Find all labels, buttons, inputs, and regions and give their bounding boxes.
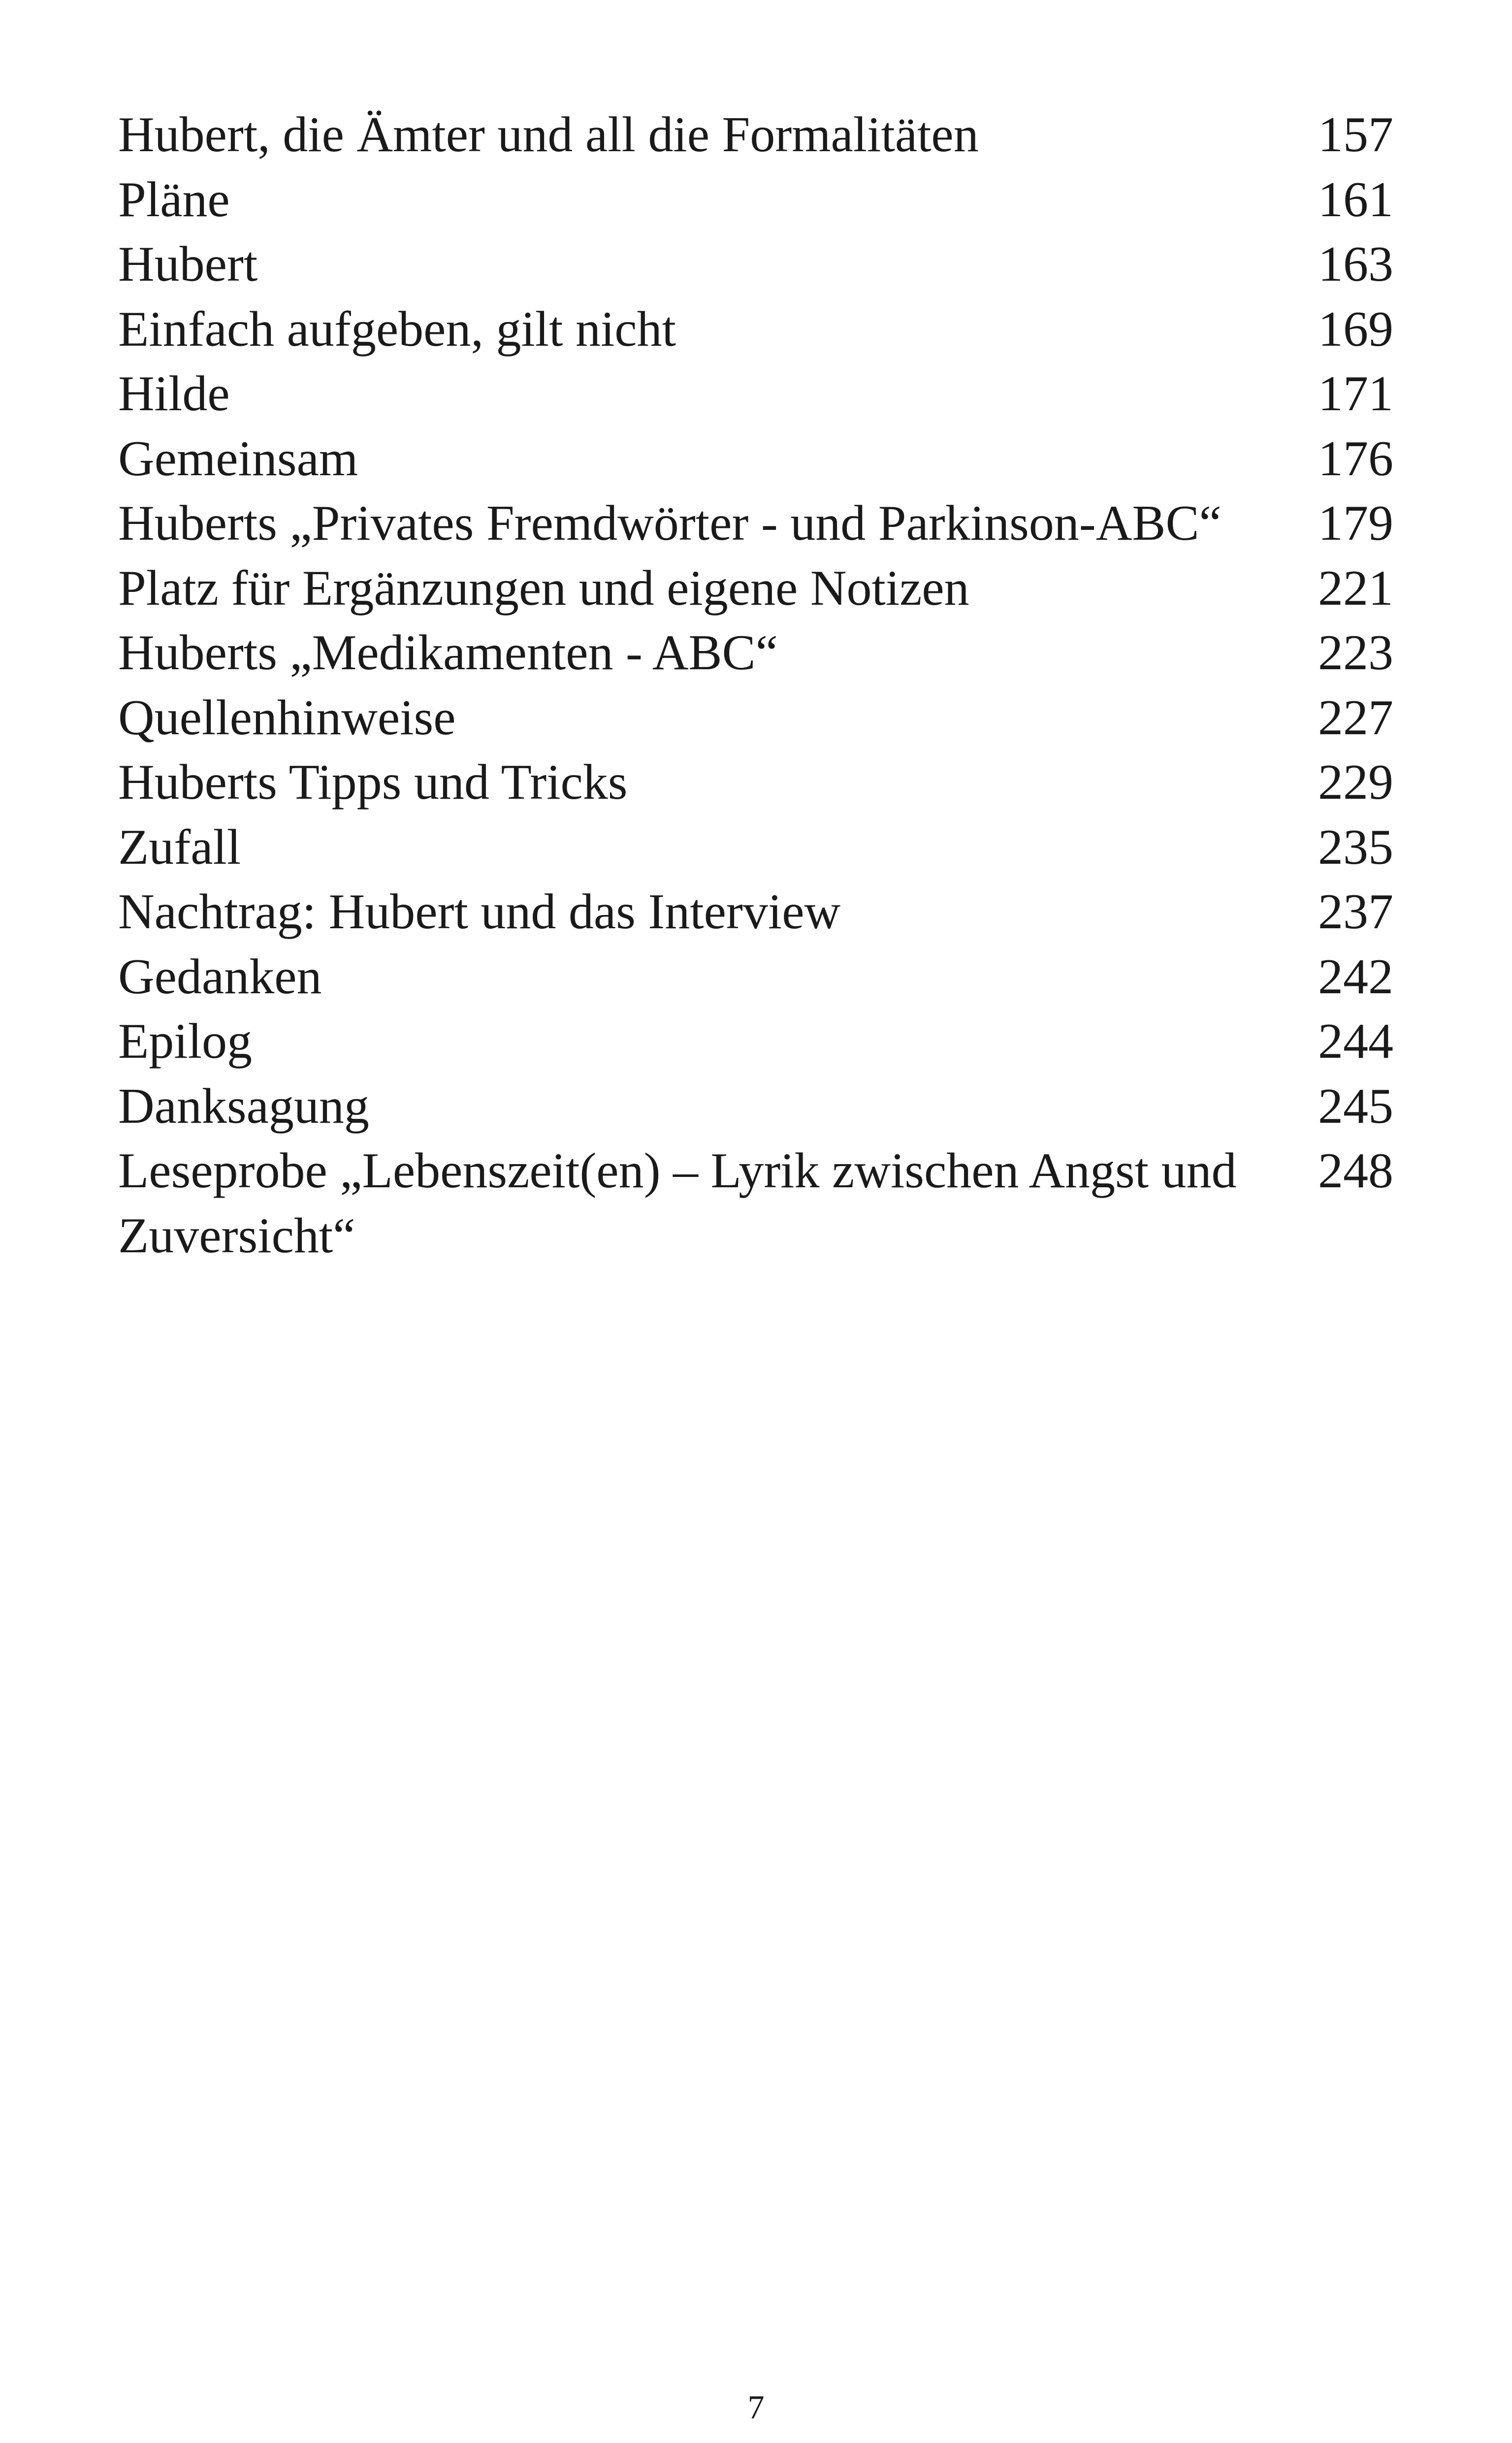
toc-entry (118, 167, 1393, 232)
toc-entry-title: Platz für Ergänzungen und eigene Notizen (118, 560, 969, 616)
toc-entry-title: Huberts „Privates Fremdwörter - und Parkinson-ABC“ (118, 495, 1222, 551)
toc-entry (118, 102, 1393, 167)
toc-entry-page: 179 (1318, 495, 1393, 551)
toc-entry-title: Pläne (118, 171, 230, 228)
toc-entry-page: 163 (1318, 236, 1393, 292)
toc-entry-page: 171 (1318, 366, 1393, 422)
toc-entry-page: 237 (1318, 884, 1393, 940)
toc-entry-title: Quellenhinweise (118, 689, 456, 746)
toc-entry-page: 242 (1318, 948, 1393, 1005)
toc-entry-title: Huberts „Medikamenten - ABC“ (118, 625, 778, 681)
toc-entry (118, 1074, 1393, 1139)
toc-entry (118, 815, 1393, 880)
toc-entry-title: Leseprobe „Lebenszeit(en) – Lyrik zwischen Angst und Zuversicht“ (118, 1143, 1237, 1264)
toc-entry-title: Hubert (118, 236, 258, 292)
toc-entry-title: Epilog (118, 1013, 252, 1069)
toc-entry (118, 297, 1393, 362)
toc-entry-title: Hilde (118, 366, 230, 422)
toc-entry-page: 157 (1318, 107, 1393, 163)
toc-entry-title: Gemeinsam (118, 430, 358, 487)
toc-entry-page: 227 (1318, 689, 1393, 746)
toc-entry-page: 176 (1318, 430, 1393, 487)
toc-entry-page: 244 (1318, 1013, 1393, 1069)
toc-entry (118, 879, 1393, 945)
toc-entry-title: Einfach aufgeben, gilt nicht (118, 301, 676, 357)
toc-entry-page: 223 (1318, 625, 1393, 681)
toc-entry (118, 620, 1393, 685)
toc-entry-page: 245 (1318, 1078, 1393, 1134)
toc-entry-title: Zufall (118, 819, 241, 875)
table-of-contents (118, 102, 1393, 1268)
toc-entry (118, 1139, 1393, 1268)
toc-entry-page: 229 (1318, 754, 1393, 810)
toc-entry (118, 945, 1393, 1010)
page-number: 7 (747, 2388, 765, 2426)
toc-entry (118, 556, 1393, 621)
toc-entry-title: Gedanken (118, 948, 322, 1005)
toc-entry (118, 426, 1393, 491)
toc-entry (118, 361, 1393, 426)
toc-entry (118, 1009, 1393, 1074)
toc-entry-page: 248 (1318, 1143, 1393, 1199)
toc-entry (118, 750, 1393, 815)
toc-entry-title: Hubert, die Ämter und all die Formalitäten (118, 107, 979, 163)
toc-entry-page: 221 (1318, 560, 1393, 616)
toc-entry-page: 161 (1318, 171, 1393, 228)
toc-entry (118, 491, 1393, 556)
toc-entry-title: Danksagung (118, 1078, 369, 1134)
toc-entry-page: 235 (1318, 819, 1393, 875)
toc-entry (118, 232, 1393, 297)
toc-entry-page: 169 (1318, 301, 1393, 357)
toc-entry-title: Huberts Tipps und Tricks (118, 754, 628, 810)
toc-entry-title: Nachtrag: Hubert und das Interview (118, 884, 841, 940)
toc-entry (118, 685, 1393, 750)
